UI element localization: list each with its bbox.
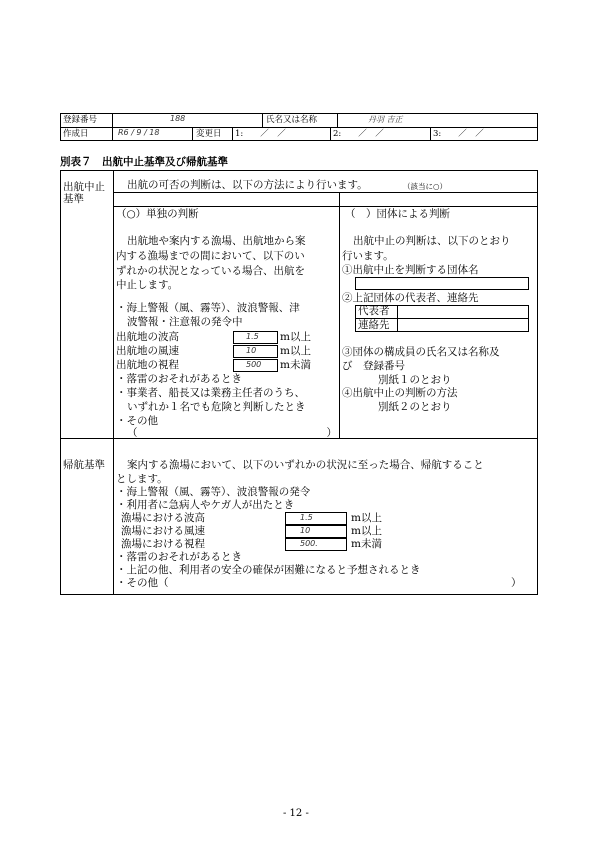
group-representative-label: 代表者: [358, 305, 390, 317]
created-date-label: 作成日: [63, 129, 89, 139]
return-wind-label: 漁場における風速: [121, 525, 205, 537]
stop-wind-unit: m以上: [280, 345, 311, 357]
single-bullet-other: ・その他: [116, 415, 158, 427]
return-criteria-label: 帰航基準: [63, 459, 105, 471]
single-p1: 出航地や案内する漁場、出航地から案: [127, 235, 306, 247]
single-bullet-lightning: ・落雷のおそれがあるとき: [116, 373, 242, 385]
return-wave-value: 1.5: [300, 513, 313, 522]
group-name-box: [355, 277, 529, 290]
change-date-2: 2: ／ ／: [333, 129, 384, 139]
return-bullet-illness: ・利用者に急病人やケガ人が出たとき: [116, 499, 295, 511]
group-item-4-ref: 別紙２のとおり: [378, 401, 452, 413]
return-bullet-other-close: ）: [511, 577, 522, 589]
change-date-1: 1: ／ ／: [235, 129, 286, 139]
single-bullet-warnings: ・海上警報（風、霧等）、波浪警報、津: [116, 302, 300, 314]
return-p1: 案内する漁場において、以下のいずれかの状況に至った場合、帰航すること: [127, 459, 484, 471]
stop-intro: 出航の可否の判断は、以下の方法により行います。: [127, 179, 368, 191]
created-date-value: R6 / 9 / 18: [118, 128, 160, 137]
group-p2: 行います。: [342, 250, 394, 262]
group-item-1: ①出航中止を判断する団体名: [342, 264, 479, 276]
group-item-4: ④出航中止の判断の方法: [342, 387, 458, 399]
single-bullet-warnings-cont: 波警報・注意報の発令中: [127, 316, 243, 328]
group-item-2: ②上記団体の代表者、連絡先: [342, 292, 479, 304]
stop-wave-label: 出航地の波高: [116, 331, 179, 343]
return-wind-unit: m以上: [351, 525, 382, 537]
return-bullet-lightning: ・落雷のおそれがあるとき: [116, 551, 242, 563]
group-item-3-cont: び 登録番号: [342, 360, 405, 372]
single-bullet-other-paren: （ ）: [127, 427, 337, 439]
return-bullet-safety: ・上記の他、利用者の安全の確保が困難になると予想されるとき: [116, 564, 421, 576]
section-title: 別表７ 出航中止基準及び帰航基準: [60, 156, 228, 168]
single-p3: ずれかの状況となっている場合、出航を: [116, 265, 305, 277]
stop-criteria-label-2: 基準: [63, 193, 84, 205]
return-wind-value: 10: [300, 526, 311, 535]
stop-wind-value: 10: [246, 346, 257, 355]
single-bullet-danger: ・事業者、船長又は業務主任者のうち、: [116, 387, 305, 399]
group-item-3: ③団体の構成員の氏名又は名称及: [342, 346, 500, 358]
stop-visibility-unit: m未満: [280, 359, 311, 371]
return-wave-box: [285, 512, 347, 525]
registration-number-label: 登録番号: [63, 115, 98, 125]
return-visibility-value: 500.: [300, 539, 318, 548]
group-judgment-heading: （ ）団体による判断: [345, 208, 450, 220]
return-wave-label: 漁場における波高: [121, 512, 205, 524]
group-contact-label: 連絡先: [358, 319, 390, 331]
return-bullet-warnings: ・海上警報（風、霧等）、波浪警報の発令: [116, 486, 311, 498]
return-visibility-unit: m未満: [351, 538, 382, 550]
stop-intro-note: （該当に○）: [403, 182, 448, 191]
stop-wind-label: 出航地の風速: [116, 345, 179, 357]
stop-wave-box: [233, 331, 278, 344]
stop-visibility-value: 500: [246, 360, 262, 369]
return-bullet-other: ・その他（: [116, 577, 169, 589]
return-visibility-label: 漁場における視程: [121, 538, 205, 550]
single-p4: 中止します。: [116, 279, 179, 291]
stop-visibility-label: 出航地の視程: [116, 359, 179, 371]
group-p1: 出航中止の判断は、以下のとおり: [353, 235, 511, 247]
change-date-3: 3: ／ ／: [433, 129, 484, 139]
registration-number-value: 188: [170, 114, 186, 123]
single-bullet-danger-cont: いずれか１名でも危険と判断したとき: [127, 401, 306, 413]
return-visibility-box: [285, 538, 347, 551]
single-p2: 内する漁場までの間において、以下のい: [116, 250, 305, 262]
stop-visibility-box: [233, 359, 278, 372]
return-wave-unit: m以上: [351, 512, 382, 524]
stop-wave-unit: m以上: [280, 331, 311, 343]
group-item-3-ref: 別紙１のとおり: [378, 374, 452, 386]
stop-criteria-label-1: 出航中止: [63, 181, 105, 193]
return-p2: とします。: [116, 473, 168, 485]
name-label: 氏名又は名称: [266, 115, 318, 125]
stop-wave-value: 1.5: [246, 332, 259, 341]
single-judgment-heading: （○）単独の判断: [116, 208, 199, 220]
changed-date-label: 変更日: [196, 129, 222, 139]
stop-wind-box: [233, 345, 278, 358]
return-wind-box: [285, 525, 347, 538]
name-value: 丹羽 吉正: [368, 115, 403, 124]
page-number: - 12 -: [283, 808, 309, 819]
